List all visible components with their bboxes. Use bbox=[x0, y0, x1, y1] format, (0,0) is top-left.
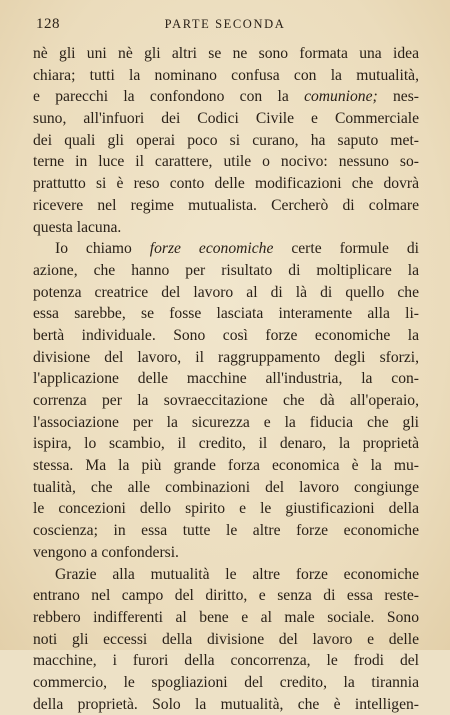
page-number: 128 bbox=[36, 16, 60, 32]
text-line: Grazie alla mutualità le altre forze economiche bbox=[55, 565, 419, 583]
text-line: nè gli uni nè gli altri se ne sono formata una idea bbox=[33, 45, 419, 62]
italic-term: comunione; bbox=[304, 88, 378, 106]
text-line: ricevere nel regime mutualista. Cercherò di colmare bbox=[33, 196, 419, 214]
text-line: chiara; tutti la nominano confusa con la mutualità, bbox=[33, 66, 419, 84]
text-line: tualità, che alle combinazioni del lavoro congiunge bbox=[33, 478, 419, 496]
text-line: commercio, le spogliazioni del credito, la tirannia bbox=[33, 673, 419, 691]
page-header bbox=[36, 16, 414, 34]
text-line: noti gli eccessi della divisione del lavoro e delle bbox=[33, 630, 419, 648]
text-segment: certe formule di bbox=[273, 240, 419, 258]
italic-term: forze economiche bbox=[149, 240, 274, 258]
text-line: potenza creatrice del lavoro al di là di quello che bbox=[33, 283, 419, 301]
text-line: le concezioni dello spirito e le giustificazioni della bbox=[33, 500, 419, 518]
text-line: l'applicazione delle macchine all'industria, la con- bbox=[33, 370, 419, 388]
text-line: bertà individuale. Sono così forze economiche la bbox=[33, 326, 419, 344]
text-line: suno, all'infuori dei Codici Civile e Commerciale bbox=[33, 110, 419, 128]
text-line: stessa. Ma la più grande forza economica è la mu- bbox=[33, 457, 419, 475]
text-line: terne in luce il carattere, utile o nocivo: nessuno so- bbox=[33, 153, 419, 171]
text-line: correnza per la sovraeccitazione che dà all'operaio, bbox=[33, 392, 419, 409]
text-line: coscienza; in essa tutte le altre forze economiche bbox=[33, 522, 419, 540]
body-text bbox=[33, 43, 419, 715]
text-line: l'associazione per la sicurezza e la fiducia che gli bbox=[33, 413, 419, 431]
text-line: prattutto si è reso conto delle modificazioni che dovrà bbox=[33, 175, 419, 193]
text-line: ispira, lo scambio, il credito, il denaro, la proprietà bbox=[33, 435, 419, 453]
text-line bbox=[33, 238, 419, 260]
text-segment: e parecchi la confondono con la bbox=[33, 88, 305, 106]
text-line bbox=[33, 86, 419, 108]
text-line: della proprietà. Solo la mutualità, che è intelligen- bbox=[33, 695, 419, 713]
text-line: rebbero indifferenti al bene e al male sociale. Sono bbox=[33, 608, 419, 626]
text-line: azione, che hanno per risultato di moltiplicare la bbox=[33, 261, 419, 279]
text-line: macchine, i furori della concorrenza, le frodi del bbox=[33, 652, 419, 670]
text-line: divisione del lavoro, il raggruppamento degli sforzi, bbox=[33, 348, 419, 366]
text-line: questa lacuna. bbox=[33, 218, 122, 236]
text-segment: Io chiamo bbox=[55, 240, 150, 258]
text-line: essa sarebbe, se fosse lasciata interamente alla li- bbox=[33, 305, 419, 323]
text-line: vengono a confondersi. bbox=[33, 543, 179, 561]
running-head: PARTE SECONDA bbox=[164, 17, 286, 31]
text-segment: nes- bbox=[377, 88, 419, 106]
text-line: entrano nel campo del diritto, e senza di essa reste- bbox=[33, 587, 419, 605]
text-line: dei quali gli operai poco si curano, ha saputo met- bbox=[33, 131, 419, 149]
